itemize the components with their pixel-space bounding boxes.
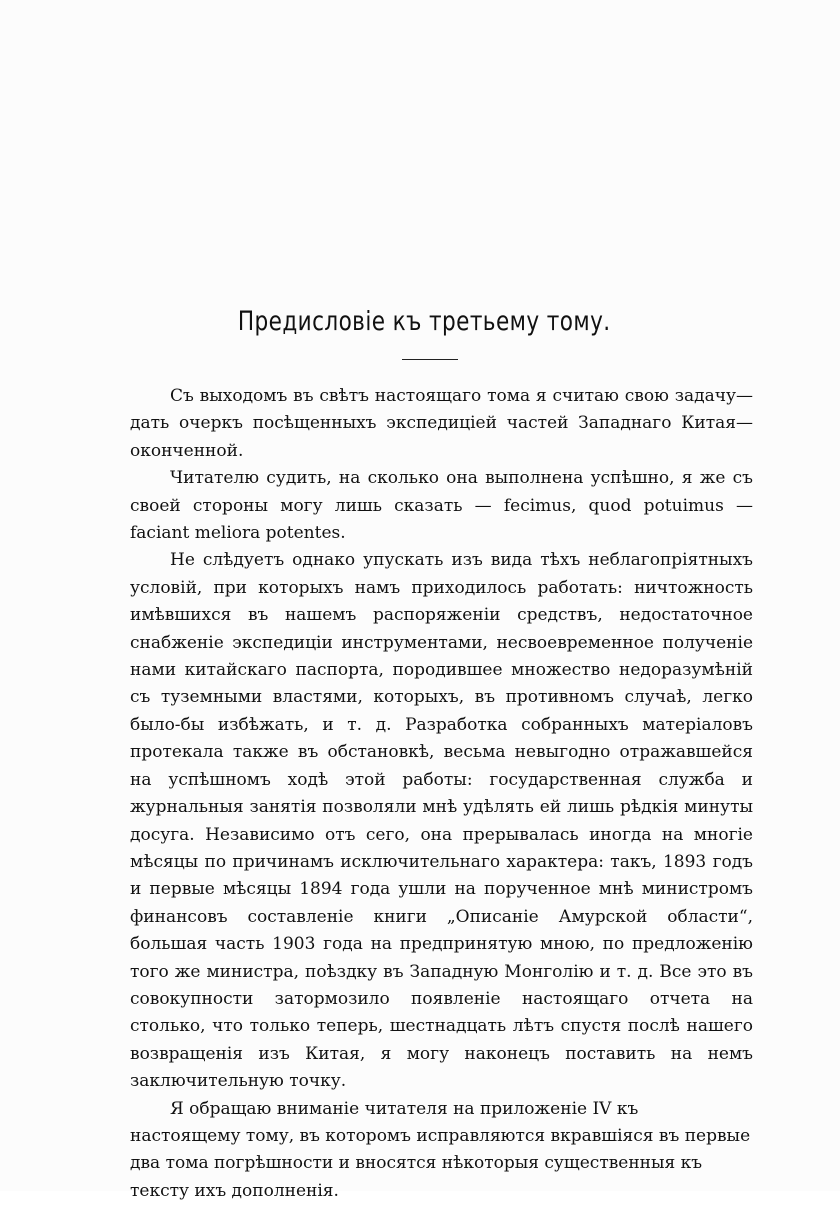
paragraph-3: Не слѣдуетъ однако упускать изъ вида тѣхъ неблагопріятныхъ условій, при которыхъ намъ приходилось работать: ничтожность имѣвшихся въ нашемъ распоряженіи средствъ, недостаточное снабженіе экспедиціи инструментами, несвоевременное полученіе нами китайскаго паспорта, породившее множество недоразумѣній съ туземными властями, которыхъ, въ противномъ случаѣ, легко было-бы избѣжать, и т. д. Разработка собранныхъ матеріаловъ протекала также въ обстановкѣ, весьма невыгодно отражавшейся на успѣшномъ ходѣ этой работы: государственная служба и журнальныя занятія позволяли мнѣ удѣлять ей лишь рѣдкія минуты досуга. Независимо отъ сего, она прерывалась иногда на многіе мѣсяцы по причинамъ исключительнаго характера: такъ, 1893 годъ и первые мѣсяцы 1894 года ушли на порученное мнѣ министромъ финансовъ составленіе книги „Описаніе Амурской области“, большая часть 1903 года на предпринятую мною, по предложенію того же министра, поѣздку въ Западную Монголію и т. д. Все это въ совокупности затормозило появленіе настоящаго отчета на столько, что только теперь, шестнадцать лѣтъ спустя послѣ нашего возвращенія изъ Китая, я могу наконецъ поставить на немъ заключительную точку.	[130, 550, 753, 1092]
title-divider	[402, 359, 458, 360]
paragraph-4: Я обращаю вниманіе читателя на приложеніе IV къ настоящему тому, въ которомъ исправляются вкравшіяся въ первые два тома погрѣшности и вносятся нѣкоторыя существенныя къ тексту ихъ дополненія.	[130, 1098, 751, 1201]
page-title: Предисловіе къ третьему тому.	[237, 306, 611, 337]
paragraph-1: Съ выходомъ въ свѣтъ настоящаго тома я считаю свою задачу— дать очеркъ посѣщенныхъ экспедиціей частей Западнаго Китая— оконченной.	[130, 386, 753, 461]
paragraph-2: Читателю судить, на сколько она выполнена успѣшно, я же съ своей стороны могу лишь сказать — fecimus, quod potuimus — faciant meliora potentes.	[130, 468, 753, 544]
body-text	[130, 383, 753, 1205]
